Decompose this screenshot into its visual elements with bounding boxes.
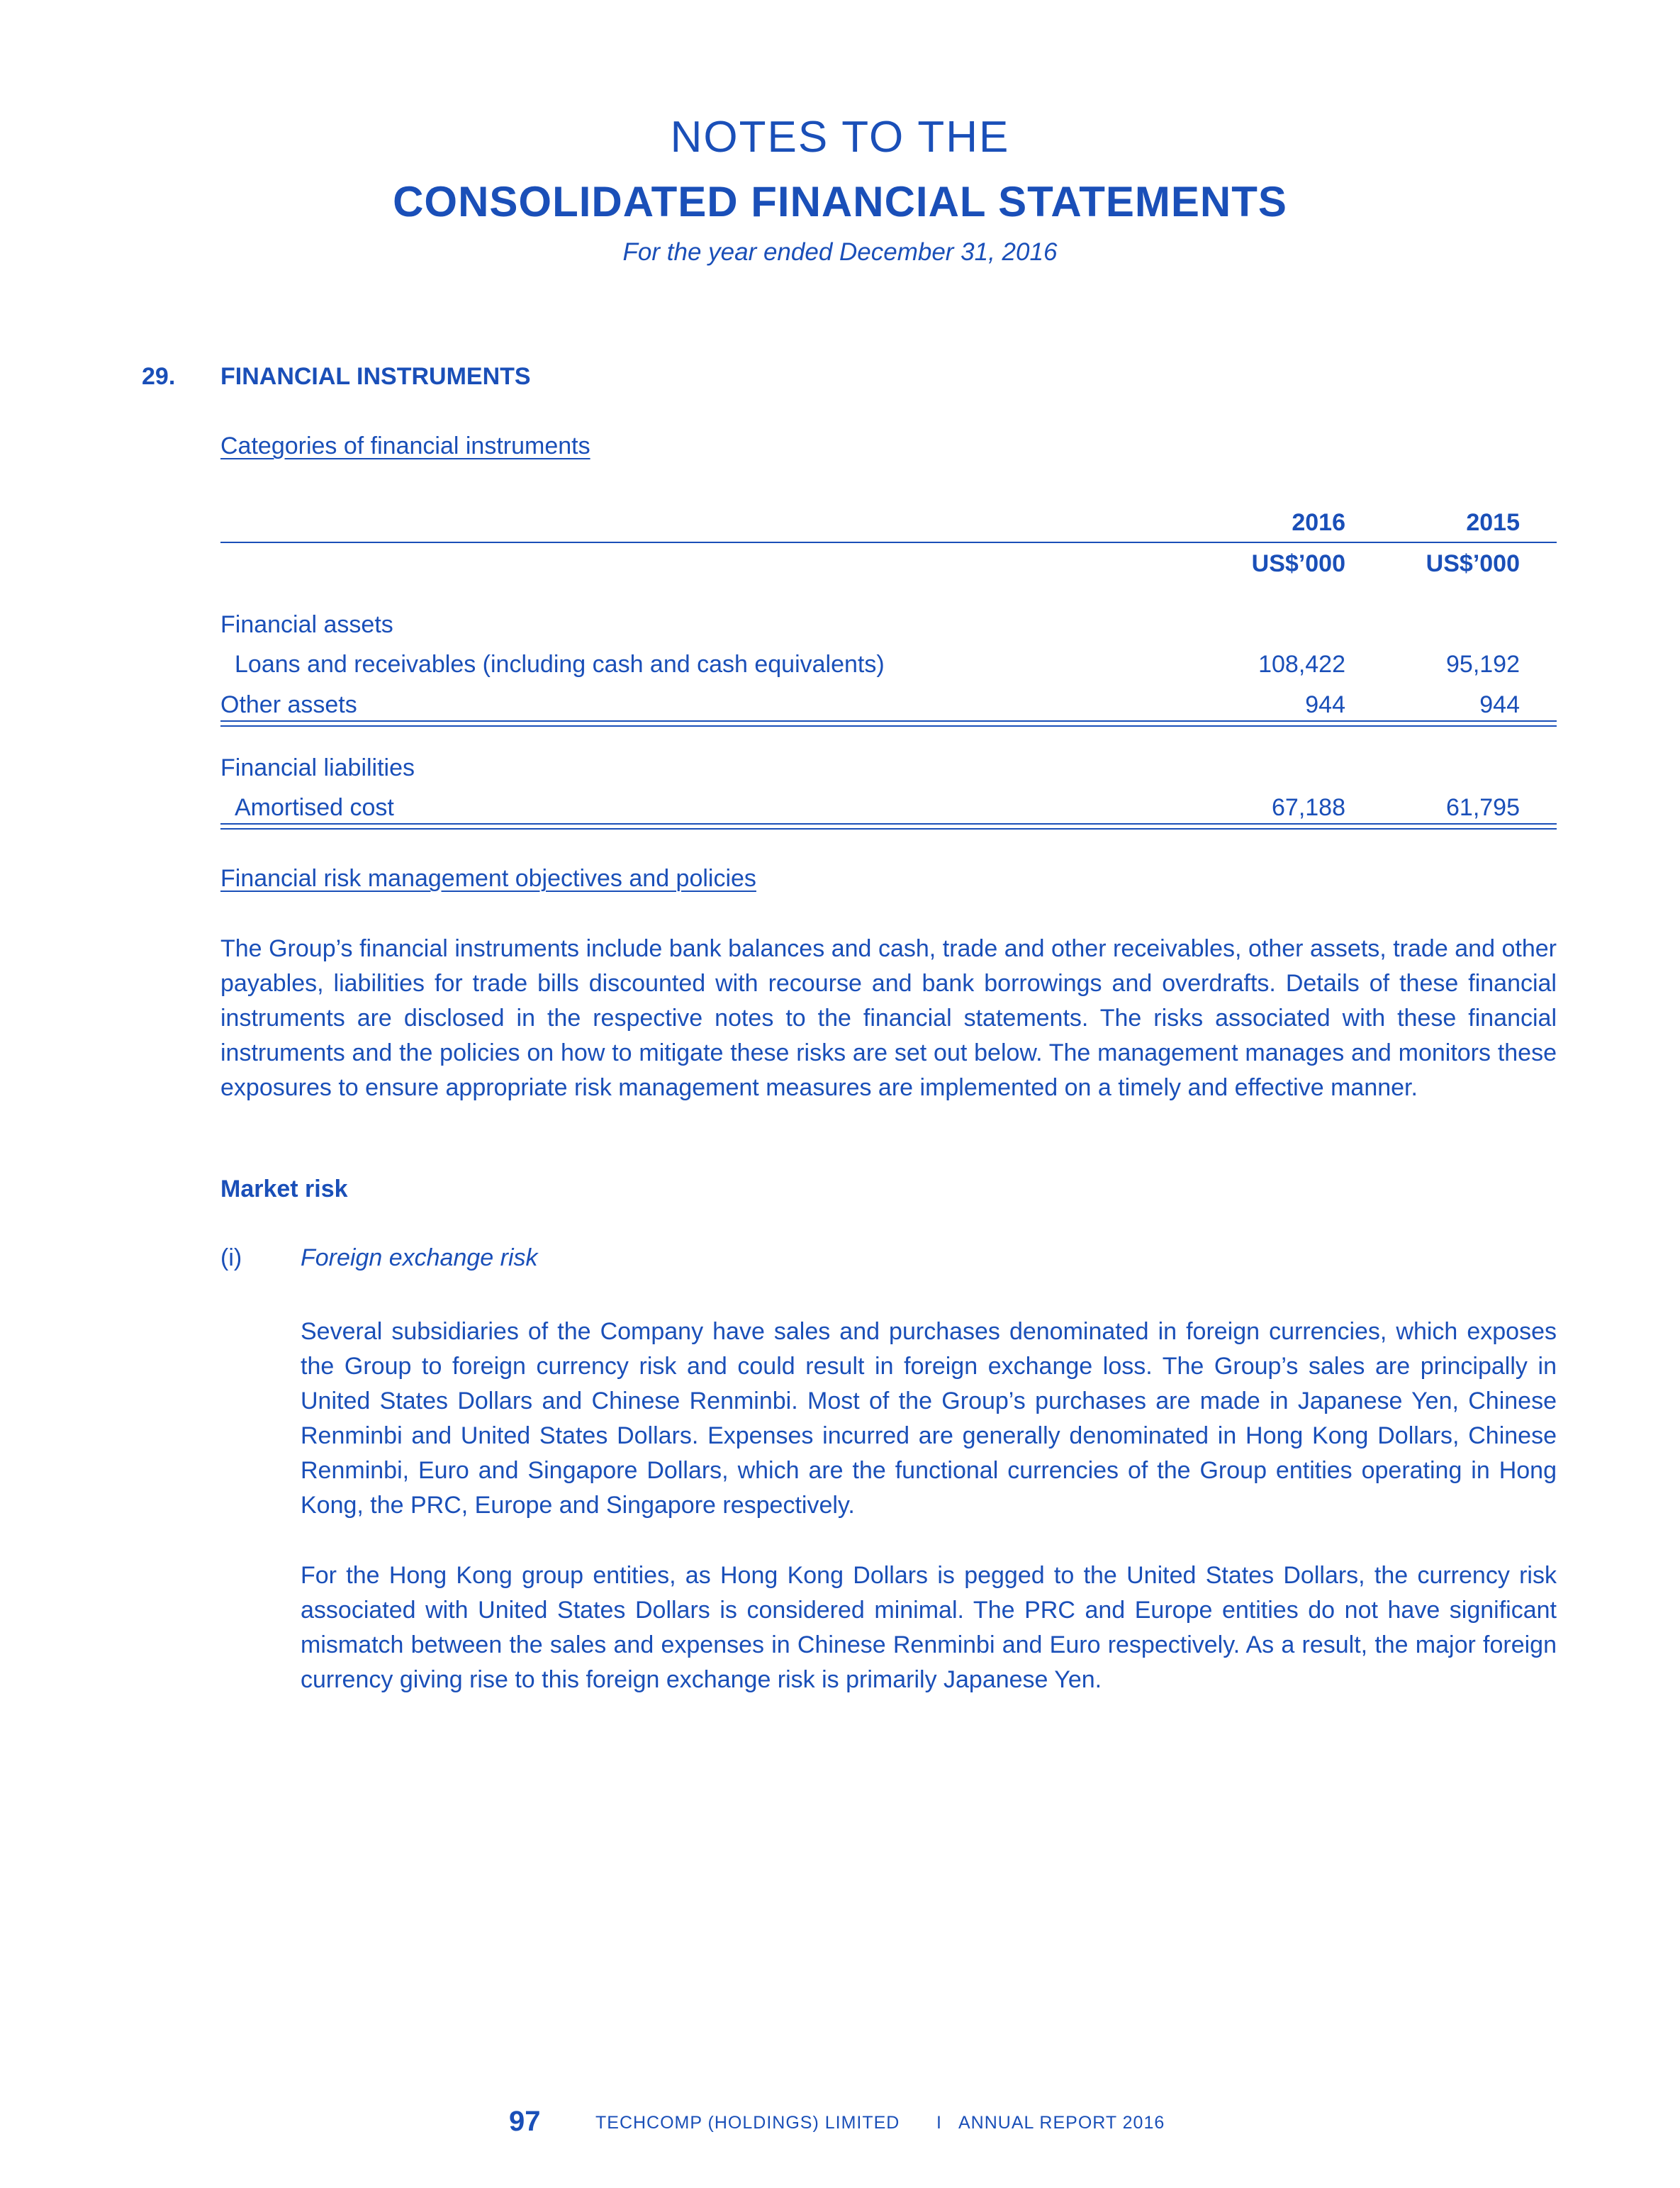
loans-label: Loans and receivables (including cash and cash equivalents): [235, 651, 885, 678]
other-assets-label: Other assets: [220, 691, 357, 718]
financial-liabilities-heading: Financial liabilities: [220, 754, 415, 781]
col-year-2016: 2016: [1292, 509, 1345, 536]
table-header-rule: [220, 542, 1557, 543]
fx-risk-paragraph-2: For the Hong Kong group entities, as Hong Kong Dollars is pegged to the United States Dollars, the currency risk associated with United States Dollars is considered minimal. The PRC and Europe entities do not have significant mismatch between the sales and expenses in Chinese Renminbi and Euro respectively. As a result, the major foreign currency giving rise to this foreign exchange risk is primarily Japanese Yen.: [301, 1562, 1557, 1693]
other-assets-2016: 944: [1305, 691, 1345, 718]
col-unit-2016: US$’000: [1251, 550, 1345, 577]
loans-2016: 108,422: [1258, 651, 1345, 678]
amortised-cost-2015: 61,795: [1446, 794, 1520, 821]
other-assets-2015: 944: [1479, 691, 1520, 718]
footer-company: TECHCOMP (HOLDINGS) LIMITED: [595, 2113, 900, 2133]
footer-report: ANNUAL REPORT 2016: [958, 2113, 1165, 2133]
fx-risk-paragraph-1: Several subsidiaries of the Company have sales and purchases denominated in foreign currencies, which exposes the Group to foreign currency risk and could result in foreign exchange loss. The Group’s sales are principally in United States Dollars and Chinese Renminbi. Most of the Group’s purchases are made in Japanese Yen, Chinese Renminbi and United States Dollars. Expenses incurred are generally denominated in Hong Kong Dollars, Chinese Renminbi, Euro and Singapore Dollars, which are the functional currencies of the Group entities operating in Hong Kong, the PRC, Europe and Singapore respectively.: [301, 1318, 1557, 1519]
section-number: 29.: [142, 363, 176, 390]
policies-heading: Financial risk management objectives and policies: [220, 865, 756, 892]
col-unit-2015: US$’000: [1426, 550, 1520, 577]
policies-paragraph: The Group’s financial instruments include bank balances and cash, trade and other receivables, other assets, trade and other payables, liabilities for trade bills discounted with recourse and bank borrowings and overdrafts. Details of these financial instruments are disclosed in the respective notes to the financial statements. The risks associated with these financial instruments and the policies on how to mitigate these risks are set out below. The management manages and monitors these exposures to ensure appropriate risk management measures are implemented on a timely and effective manner.: [220, 935, 1557, 1101]
market-risk-item-number: (i): [220, 1244, 242, 1271]
page-number: 97: [509, 2106, 541, 2137]
market-risk-heading: Market risk: [220, 1176, 348, 1202]
categories-heading: Categories of financial instruments: [220, 432, 590, 459]
section-title: FINANCIAL INSTRUMENTS: [220, 363, 531, 390]
header-line-1: NOTES TO THE: [670, 113, 1010, 162]
financial-assets-heading: Financial assets: [220, 611, 393, 638]
loans-2015: 95,192: [1446, 651, 1520, 678]
header-period: For the year ended December 31, 2016: [622, 238, 1058, 266]
header-line-2: CONSOLIDATED FINANCIAL STATEMENTS: [393, 178, 1287, 225]
amortised-cost-2016: 67,188: [1272, 794, 1345, 821]
footer-separator: I: [936, 2113, 941, 2133]
amortised-cost-label: Amortised cost: [235, 794, 394, 821]
liabilities-double-rule: [220, 823, 1557, 830]
col-year-2015: 2015: [1466, 509, 1520, 536]
market-risk-item-title: Foreign exchange risk: [301, 1244, 538, 1271]
assets-double-rule: [220, 720, 1557, 727]
